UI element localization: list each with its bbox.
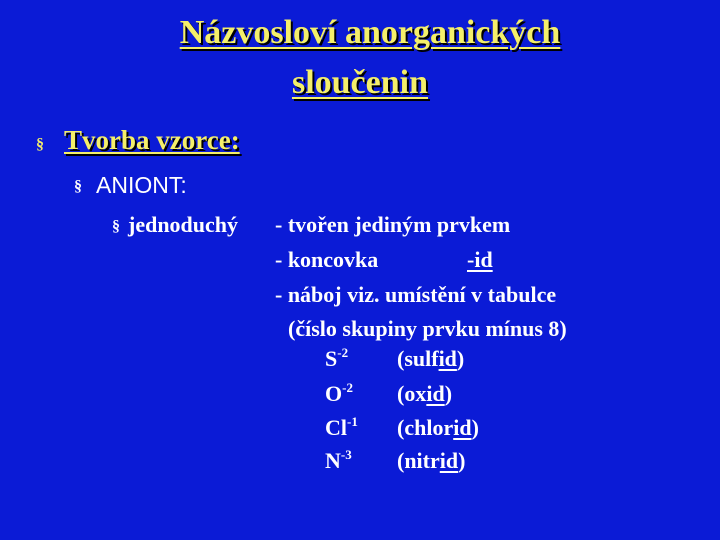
slide-title-line1: Názvosloví anorganických — [179, 14, 561, 51]
example-name: (nitrid) — [397, 448, 466, 473]
heading-aniont: ANIONT: — [96, 172, 187, 198]
text-tvoren-jedinym-prvkem: - tvořen jediným prvkem — [275, 212, 511, 237]
text-cislo-skupiny: (číslo skupiny prvku mínus 8) — [288, 316, 567, 341]
bullet-level2: § — [74, 178, 82, 195]
example-name: (chlorid) — [397, 415, 479, 440]
slide-title-line2: sloučenin — [291, 64, 429, 101]
text-koncovka: - koncovka — [275, 247, 379, 272]
example-name: (oxid) — [397, 381, 453, 406]
text-koncovka-id: -id — [467, 247, 493, 272]
example-symbol: $O^{-2}$ — [325, 380, 353, 406]
label-jednoduchy: jednoduchý — [128, 212, 239, 237]
text-naboj: - náboj viz. umístění v tabulce — [275, 282, 557, 307]
heading-tvorba-vzorce: Tvorba vzorce: — [64, 125, 240, 155]
example-symbol: $N^{-3}$ — [325, 447, 352, 473]
bullet-level3: § — [112, 218, 120, 235]
example-name: (sulfid) — [397, 346, 465, 371]
example-symbol: $Cl^{-1}$ — [325, 414, 358, 440]
example-symbol: $S^{-2}$ — [325, 345, 349, 371]
bullet-level1: § — [36, 136, 44, 153]
